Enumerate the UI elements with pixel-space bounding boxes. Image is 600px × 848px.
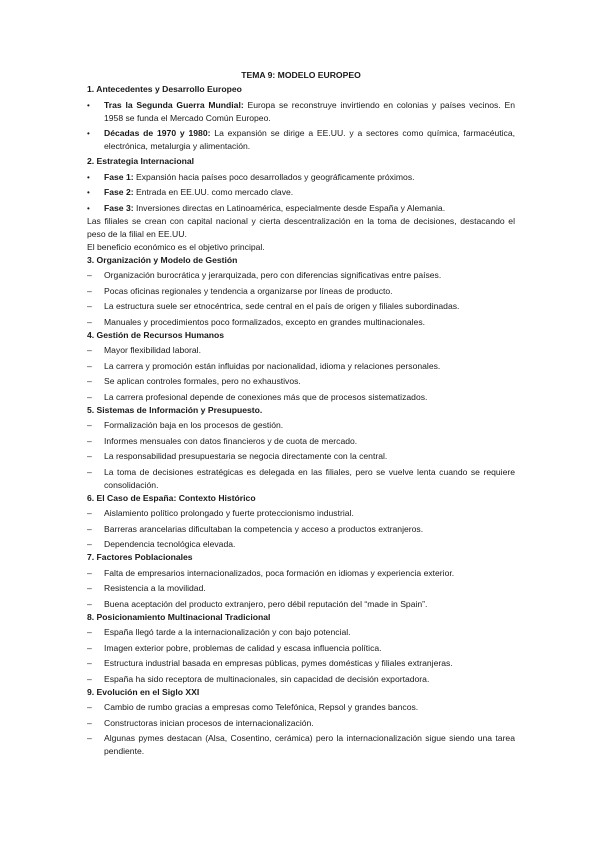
list-item — [87, 171, 515, 184]
item-text: La estructura suele ser etnocéntrica, sede central en el país de origen y filiales subordinadas. — [104, 301, 460, 311]
item-text: La carrera y promoción están influidas por nacionalidad, idioma y relaciones personales. — [104, 360, 441, 371]
list-item — [87, 538, 515, 551]
item-text: Manuales y procedimientos poco formalizados, excepto en grandes multinacionales. — [104, 316, 426, 327]
dash-marker: – — [87, 539, 92, 549]
list-item — [87, 300, 515, 313]
item-text: Imagen exterior pobre, problemas de calidad y escasa influencia política. — [104, 642, 382, 653]
section-heading-8: 8. Posicionamiento Multinacional Tradicional — [87, 611, 271, 622]
section-heading-2: 2. Estrategia Internacional — [87, 156, 194, 166]
dash-marker: – — [87, 658, 92, 668]
dash-marker: – — [87, 642, 92, 653]
dash-marker: – — [87, 360, 92, 371]
item-lead: Fase 2: — [104, 187, 134, 197]
list-item — [87, 673, 515, 686]
list-item — [87, 344, 515, 357]
dash-marker: – — [87, 733, 92, 743]
dash-marker: – — [87, 598, 92, 609]
item-text: La toma de decisiones estratégicas es delegada en las filiales, pero se vuelve lenta cuando se requiere consolidación. — [104, 466, 515, 490]
item-text: Dependencia tecnológica elevada. — [104, 539, 236, 549]
section-heading-3: 3. Organización y Modelo de Gestión — [87, 254, 238, 265]
section-heading-6: 6. El Caso de España: Contexto Histórico — [87, 492, 256, 503]
dash-marker: – — [87, 345, 92, 355]
item-text: La expansión se dirige a EE.UU. y a sectores como química, farmacéutica, electrónica, metalurgia y alimentación. — [104, 128, 516, 151]
list-item — [87, 360, 515, 373]
item-lead: Fase 1: — [104, 171, 134, 182]
item-text: Inversiones directas en Latinoamérica, especialmente desde España y Alemania. — [133, 202, 446, 213]
list-item — [87, 507, 515, 520]
item-text: Falta de empresarios internacionalizados, poca formación en idiomas y experiencia exterior. — [104, 567, 455, 578]
list-item — [87, 285, 515, 298]
dash-marker: – — [87, 466, 92, 477]
dash-marker: – — [87, 451, 92, 461]
bullet-marker: • — [87, 188, 90, 197]
list-item — [87, 732, 515, 758]
item-text: Mayor flexibilidad laboral. — [104, 345, 201, 355]
item-text: La responsabilidad presupuestaria se negocia directamente con la central. — [104, 451, 388, 461]
list-item — [87, 186, 515, 199]
item-lead: Fase 3: — [104, 202, 134, 213]
dash-marker: – — [87, 301, 92, 311]
bullet-marker: • — [87, 172, 90, 182]
item-lead: Tras la Segunda Guerra Mundial: — [104, 99, 244, 110]
item-text: Organización burocrática y jerarquizada, pero con diferencias significativas entre países. — [104, 270, 442, 280]
item-text: España llegó tarde a la internacionalización y con bajo potencial. — [104, 627, 351, 637]
dash-marker: – — [87, 508, 92, 518]
item-text: Entrada en EE.UU. como mercado clave. — [133, 187, 294, 197]
item-text: Buena aceptación del producto extranjero, pero débil reputación del “made in Spain”. — [104, 598, 428, 609]
dash-marker: – — [87, 717, 92, 728]
bullet-marker: • — [87, 100, 90, 110]
dash-marker: – — [87, 523, 92, 534]
item-text: Cambio de rumbo gracias a empresas como Telefónica, Repsol y grandes bancos. — [104, 702, 419, 712]
item-text: España ha sido receptora de multinacionales, sin capacidad de decisión exportadora. — [104, 673, 430, 684]
dash-marker: – — [87, 376, 92, 386]
document-page — [87, 69, 515, 758]
section-heading-4: 4. Gestión de Recursos Humanos — [87, 329, 225, 340]
list-item — [87, 567, 515, 580]
item-text: Informes mensuales con datos financieros y de cuota de mercado. — [104, 435, 358, 446]
item-text: Estructura industrial basada en empresas públicas, pymes domésticas y filiales extranjeras. — [104, 658, 453, 668]
list-item — [87, 626, 515, 639]
page-title: TEMA 9: MODELO EUROPEO — [241, 70, 361, 80]
dash-marker: – — [87, 391, 92, 402]
item-text: Se aplican controles formales, pero no exhaustivos. — [104, 376, 301, 386]
list-item — [87, 419, 515, 432]
list-item — [87, 582, 515, 595]
dash-marker: – — [87, 627, 92, 637]
dash-marker: – — [87, 583, 92, 593]
list-item — [87, 316, 515, 329]
list-item — [87, 435, 515, 448]
list-item — [87, 598, 515, 611]
list-item — [87, 375, 515, 388]
list-item — [87, 450, 515, 463]
item-lead: Décadas de 1970 y 1980: — [104, 128, 211, 138]
section-heading-1: 1. Antecedentes y Desarrollo Europeo — [87, 84, 242, 94]
paragraph: Las filiales se crean con capital nacional y cierta descentralización en la toma de decisiones, destacando el peso de la filial en EE.UU. — [87, 215, 515, 239]
item-text: Expansión hacia países poco desarrollados y geográficamente próximos. — [133, 171, 415, 182]
item-text: Europa se reconstruye invirtiendo en colonias y países vecinos. En 1958 se funda el Mercado Común Europeo. — [104, 99, 515, 123]
dash-marker: – — [87, 420, 92, 430]
list-item — [87, 202, 515, 215]
item-text: Aislamiento político prolongado y fuerte proteccionismo industrial. — [104, 508, 354, 518]
dash-marker: – — [87, 567, 92, 578]
list-item — [87, 717, 515, 730]
paragraph: El beneficio económico es el objetivo principal. — [87, 241, 265, 252]
dash-marker: – — [87, 435, 92, 446]
bullet-marker: • — [87, 129, 90, 138]
dash-marker: – — [87, 316, 92, 327]
item-text: Barreras arancelarias dificultaban la competencia y acceso a productos extranjeros. — [104, 523, 424, 534]
item-text: Pocas oficinas regionales y tendencia a organizarse por líneas de producto. — [104, 285, 393, 296]
list-item — [87, 391, 515, 404]
bullet-marker: • — [87, 203, 90, 213]
dash-marker: – — [87, 673, 92, 684]
dash-marker: – — [87, 285, 92, 296]
list-item — [87, 701, 515, 714]
list-item — [87, 523, 515, 536]
list-item — [87, 127, 515, 153]
dash-marker: – — [87, 702, 92, 712]
section-heading-7: 7. Factores Poblacionales — [87, 552, 193, 562]
section-heading-9: 9. Evolución en el Siglo XXI — [87, 686, 200, 697]
item-text: Algunas pymes destacan (Alsa, Cosentino, cerámica) pero la internacionalización sigue siendo una tarea pendiente. — [104, 733, 515, 756]
list-item — [87, 466, 515, 492]
item-text: Resistencia a la movilidad. — [104, 583, 206, 593]
item-text: La carrera profesional depende de conexiones más que de procesos sistematizados. — [104, 391, 428, 402]
list-item — [87, 657, 515, 670]
list-item — [87, 642, 515, 655]
item-text: Formalización baja en los procesos de gestión. — [104, 420, 284, 430]
list-item — [87, 269, 515, 282]
dash-marker: – — [87, 270, 92, 280]
item-text: Constructoras inician procesos de internacionalización. — [104, 717, 314, 728]
section-heading-5: 5. Sistemas de Información y Presupuesto. — [87, 404, 263, 415]
list-item — [87, 99, 515, 125]
